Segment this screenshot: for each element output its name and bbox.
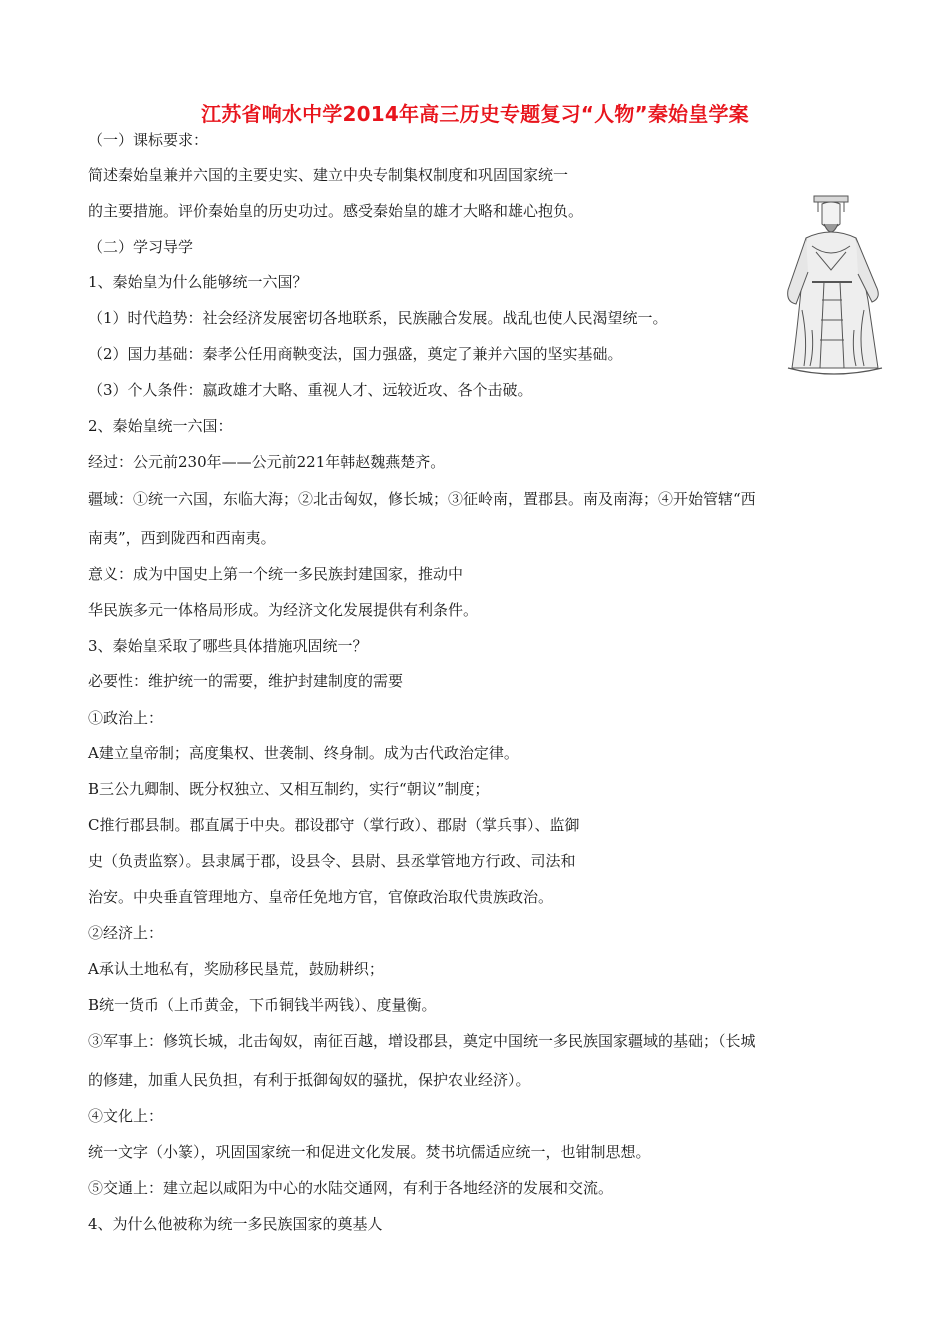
- text-line: A承认土地私有，奖励移民垦荒，鼓励耕织；: [88, 960, 384, 978]
- text-line: （3）个人条件：嬴政雄才大略、重视人才、远较近攻、各个击破。: [88, 381, 533, 399]
- text-line: 统一文字（小篆），巩固国家统一和促进文化发展。焚书坑儒适应统一，也钳制思想。: [88, 1143, 651, 1161]
- text-line: （2）国力基础：秦孝公任用商鞅变法，国力强盛，奠定了兼并六国的坚实基础。: [88, 345, 623, 363]
- text-line: 的主要措施。评价秦始皇的历史功过。感受秦始皇的雄才大略和雄心抱负。: [88, 202, 584, 220]
- text-line: ②经济上：: [88, 924, 164, 942]
- text-line: 4、为什么他被称为统一多民族国家的奠基人: [88, 1215, 383, 1233]
- text-line: ④文化上：: [88, 1107, 164, 1125]
- text-line: （二）学习导学: [88, 238, 194, 256]
- text-line: （1）时代趋势：社会经济发展密切各地联系，民族融合发展。战乱也使人民渴望统一。: [88, 309, 668, 327]
- text-line: B统一货币（上币黄金，下币铜钱半两钱）、度量衡。: [88, 996, 437, 1014]
- text-line: 南夷”，西到陇西和西南夷。: [88, 529, 276, 547]
- text-line: 必要性：维护统一的需要，维护封建制度的需要: [88, 672, 404, 690]
- text-line: 2、秦始皇统一六国：: [88, 417, 233, 435]
- text-line: B三公九卿制、既分权独立、又相互制约，实行“朝议”制度；: [88, 780, 490, 798]
- text-line: 经过：公元前230年——公元前221年韩赵魏燕楚齐。: [88, 453, 446, 471]
- text-line: 的修建，加重人民负担，有利于抵御匈奴的骚扰，保护农业经济）。: [88, 1071, 531, 1089]
- text-line: C推行郡县制。郡直属于中央。郡设郡守（掌行政）、郡尉（掌兵事）、监御: [88, 816, 580, 834]
- text-line: 治安。中央垂直管理地方、皇帝任免地方官，官僚政治取代贵族政治。: [88, 888, 554, 906]
- text-line: 华民族多元一体格局形成。为经济文化发展提供有利条件。: [88, 601, 479, 619]
- qin-shi-huang-portrait-icon: [778, 190, 890, 380]
- text-line: 意义：成为中国史上第一个统一多民族封建国家，推动中: [88, 565, 464, 583]
- text-line: 3、秦始皇采取了哪些具体措施巩固统一？: [88, 637, 368, 655]
- text-line: ⑤交通上：建立起以咸阳为中心的水陆交通网，有利于各地经济的发展和交流。: [88, 1179, 614, 1197]
- text-line: 简述秦始皇兼并六国的主要史实、建立中央专制集权制度和巩固国家统一: [88, 166, 569, 184]
- text-line: 疆域：①统一六国，东临大海；②北击匈奴，修长城；③征岭南，置郡县。南及南海；④开始管辖“西: [88, 490, 756, 508]
- text-line: 1、秦始皇为什么能够统一六国？: [88, 273, 308, 291]
- text-line: ③军事上：修筑长城，北击匈奴，南征百越，增设郡县，奠定中国统一多民族国家疆域的基础；（长城: [88, 1032, 756, 1050]
- text-line: ①政治上：: [88, 709, 164, 727]
- text-line: 史（负责监察）。县隶属于郡，设县令、县尉、县丞掌管地方行政、司法和: [88, 852, 576, 870]
- page-title: 江苏省响水中学2014年高三历史专题复习“人物”秦始皇学案: [201, 102, 749, 126]
- text-line: A建立皇帝制；高度集权、世袭制、终身制。成为古代政治定律。: [88, 744, 519, 762]
- text-line: （一）课标要求：: [88, 131, 209, 149]
